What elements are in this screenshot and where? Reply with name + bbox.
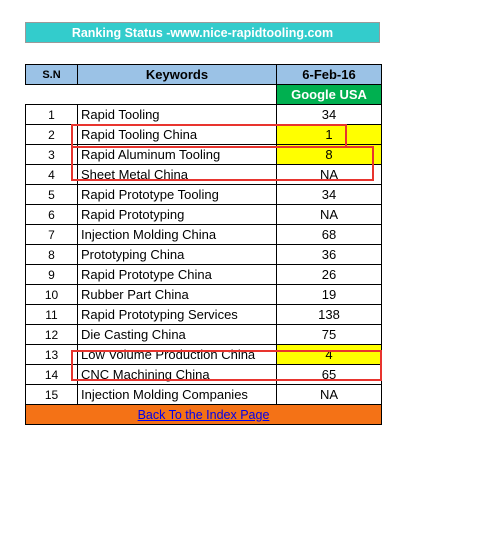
table-row [26,325,382,345]
footer-cell [26,405,382,425]
table-row [26,285,382,305]
engine-row-blank [26,85,78,105]
row-sn: 10 [26,285,78,305]
table-row [26,165,382,185]
row-sn: 14 [26,365,78,385]
row-rank: 26 [277,265,382,285]
row-rank: 36 [277,245,382,265]
row-keyword: Rubber Part China [78,285,277,305]
row-rank: 34 [277,105,382,125]
table-body [26,105,382,405]
row-sn: 4 [26,165,78,185]
row-rank: 65 [277,365,382,385]
engine-row [26,85,382,105]
header-sn: S.N [26,65,78,85]
row-sn: 9 [26,265,78,285]
table-row [26,125,382,145]
row-keyword: Die Casting China [78,325,277,345]
row-rank: NA [277,205,382,225]
row-rank: 34 [277,185,382,205]
row-keyword: Prototyping China [78,245,277,265]
back-to-index-link[interactable]: Back To the Index Page [137,408,270,422]
row-keyword: Rapid Prototyping Services [78,305,277,325]
row-keyword: CNC Machining China [78,365,277,385]
table-row [26,385,382,405]
table-row [26,265,382,285]
row-rank: 1 [277,125,382,145]
row-sn: 8 [26,245,78,265]
engine-row-blank [78,85,277,105]
row-rank: 75 [277,325,382,345]
row-sn: 5 [26,185,78,205]
search-engine-label: Google USA [277,85,382,105]
row-sn: 3 [26,145,78,165]
table-row [26,225,382,245]
table-row [26,185,382,205]
row-rank: 68 [277,225,382,245]
table-header-row [26,65,382,85]
row-keyword: Injection Molding China [78,225,277,245]
header-keywords: Keywords [78,65,277,85]
row-sn: 2 [26,125,78,145]
row-keyword: Rapid Prototyping [78,205,277,225]
row-sn: 13 [26,345,78,365]
footer-row [26,405,382,425]
row-rank: NA [277,385,382,405]
row-rank: 19 [277,285,382,305]
row-rank: NA [277,165,382,185]
row-rank: 8 [277,145,382,165]
row-keyword: Rapid Tooling China [78,125,277,145]
table-row [26,305,382,325]
row-keyword: Low Volume Production China [78,345,277,365]
row-sn: 15 [26,385,78,405]
row-sn: 11 [26,305,78,325]
table-row [26,105,382,125]
row-sn: 1 [26,105,78,125]
row-rank: 4 [277,345,382,365]
table-row [26,345,382,365]
header-date: 6-Feb-16 [277,65,382,85]
table-row [26,245,382,265]
table-row [26,145,382,165]
row-keyword: Injection Molding Companies [78,385,277,405]
ranking-table [25,64,382,425]
table-row [26,205,382,225]
page-title: Ranking Status -www.nice-rapidtooling.com [25,22,380,43]
row-keyword: Sheet Metal China [78,165,277,185]
table-row [26,365,382,385]
row-keyword: Rapid Tooling [78,105,277,125]
row-sn: 7 [26,225,78,245]
row-rank: 138 [277,305,382,325]
row-keyword: Rapid Prototype Tooling [78,185,277,205]
row-sn: 12 [26,325,78,345]
row-keyword: Rapid Aluminum Tooling [78,145,277,165]
row-sn: 6 [26,205,78,225]
row-keyword: Rapid Prototype China [78,265,277,285]
